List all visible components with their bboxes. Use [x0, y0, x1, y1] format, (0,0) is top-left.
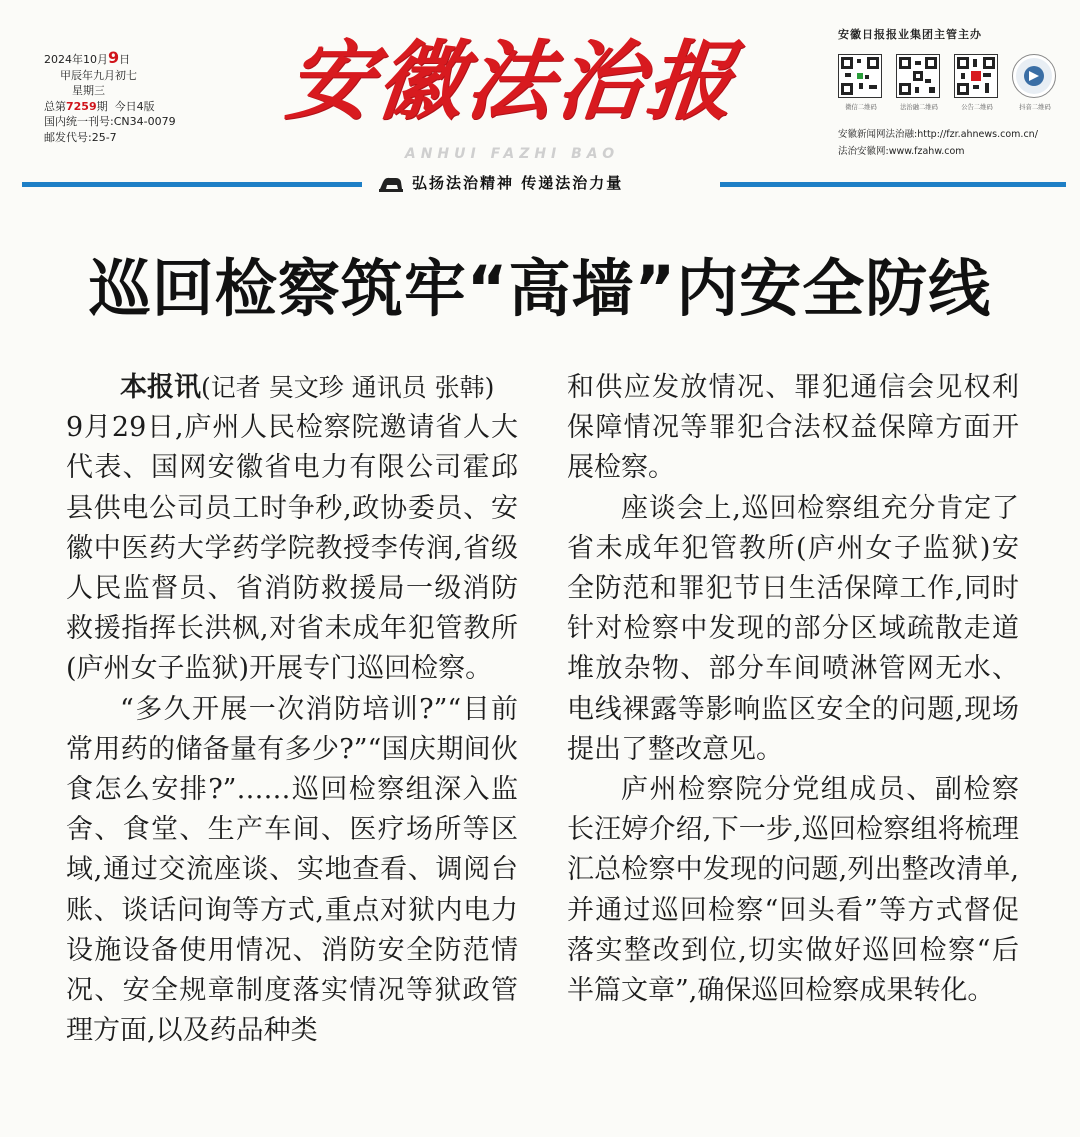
qr-code-row [838, 54, 1068, 112]
wechat-qr-icon[interactable] [838, 54, 882, 98]
app-qr-icon[interactable] [896, 54, 940, 98]
issue-number: 总第7259期 今日4版 [44, 99, 155, 113]
publisher: 安徽日报报业集团主管主办 [838, 28, 982, 41]
newspaper-title-pinyin: ANHUI FAZHI BAO [404, 146, 620, 162]
dateline: 本报讯 [120, 372, 201, 403]
qr-item[interactable]: 微信二维码 [838, 54, 884, 112]
cn-number: 国内统一刊号:CN34-0079 [44, 115, 176, 128]
qr-item[interactable]: 公告二维码 [954, 54, 1000, 112]
qr-item[interactable]: 法治融二维码 [896, 54, 942, 112]
qr-item[interactable]: 抖音二维码 [1012, 54, 1058, 112]
article-paragraph: “多久开展一次消防培训?”“目前常用药的储备量有多少?”“国庆期间伙食怎么安排?”……巡回检察组深入监舍、食堂、生产车间、医疗场所等区域,通过交流座谈、实地查看、调阅台账、谈话问询等方式,重点对狱内电力设施设备使用情况、消防安全防范情况、安全规章制度落实情况等狱政管理方面,以及药品种类 [66, 693, 518, 1047]
masthead-divider-left [22, 182, 362, 187]
article-paragraph: 9月29日,庐州人民检察院邀请省人大代表、国网安徽省电力有限公司霍邱县供电公司员工时争秒,政协委员、安徽中医药大学药学院教授李传润,省级人民监督员、省消防救援局一级消防救援指挥长洪枫,对省未成年犯管教所(庐州女子监狱)开展专门巡回检察。 [66, 412, 518, 685]
notice-qr-icon[interactable] [954, 54, 998, 98]
newspaper-title: 安徽法治报 [281, 31, 743, 132]
publisher-panel [838, 26, 1068, 160]
weekday: 星期三 [72, 84, 105, 97]
website-link[interactable]: 法治安徽网:www.fzahw.com [838, 146, 965, 157]
issue-info [44, 50, 264, 145]
article-column-right [567, 368, 1019, 1011]
lead-paragraph [66, 368, 518, 408]
postal-code: 邮发代号:25-7 [44, 130, 117, 144]
article-column-left [66, 368, 518, 1051]
lunar-date: 甲辰年九月初七 [60, 68, 137, 82]
byline: (记者 吴文珍 通讯员 张韩) [201, 373, 495, 402]
issue-date: 2024年10月9日 [44, 48, 131, 67]
article-paragraph: 座谈会上,巡回检察组充分肯定了省未成年犯管教所(庐州女子监狱)安全防范和罪犯节日生活保障工作,同时针对检察中发现的部分区域疏散走道堆放杂物、部分车间喷淋管网无水、电线裸露等影响监区安全的问题,现场提出了整改意见。 [567, 492, 1019, 765]
lion-emblem-icon [378, 173, 404, 193]
article-headline: 巡回检察筑牢“高墙”内安全防线 [88, 252, 992, 325]
masthead-divider-right [720, 182, 1066, 187]
page-count: 今日4版 [114, 99, 155, 113]
website-link[interactable]: 安徽新闻网法治融:http://fzr.ahnews.com.cn/ [838, 129, 1038, 140]
slogan: 弘扬法治精神 传递法治力量 [378, 172, 718, 193]
newspaper-logo [262, 22, 762, 172]
website-list [838, 126, 1068, 160]
article-paragraph: 庐州检察院分党组成员、副检察长汪婷介绍,下一步,巡回检察组将梳理汇总检察中发现的问题,列出整改清单,并通过巡回检察“回头看”等方式督促落实整改到位,切实做好巡回检察“后半篇文章”,确保巡回检察成果转化。 [567, 774, 1019, 1007]
douyin-qr-icon[interactable] [1012, 54, 1056, 98]
article-paragraph: 和供应发放情况、罪犯通信会见权利保障情况等罪犯合法权益保障方面开展检察。 [567, 372, 1019, 484]
